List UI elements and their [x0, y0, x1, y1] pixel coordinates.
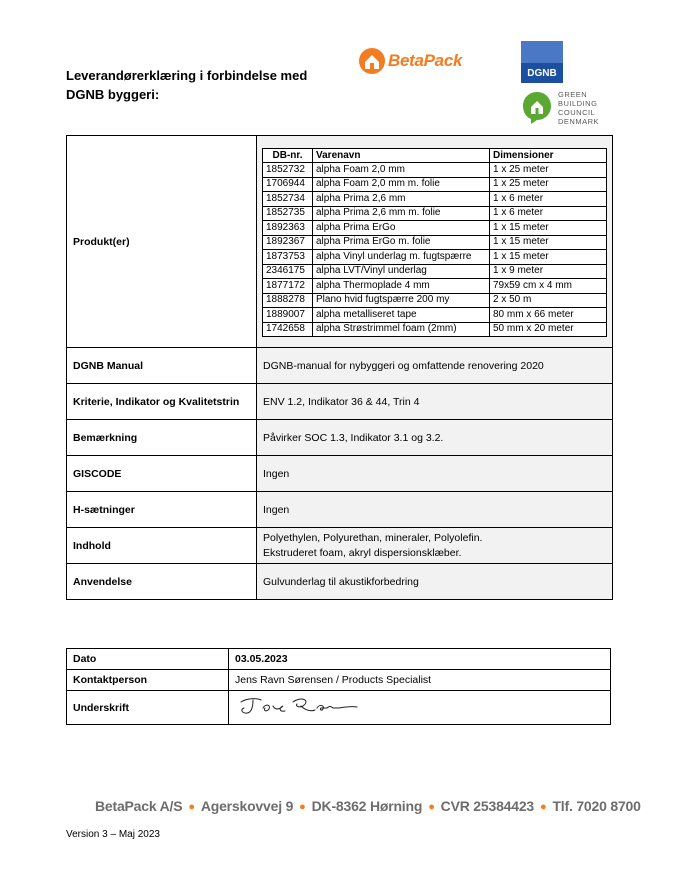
product-dimensioner: 80 mm x 66 meter	[490, 308, 607, 323]
product-dimensioner: 1 x 6 meter	[490, 192, 607, 207]
product-table-row	[263, 221, 607, 236]
product-table-header	[263, 149, 607, 163]
document-title	[66, 66, 307, 104]
product-varenavn: alpha LVT/Vinyl underlag	[313, 264, 490, 279]
product-varenavn: Plano hvid fugtspærre 200 my	[313, 293, 490, 308]
field-row-dgnb-manual	[67, 348, 613, 384]
contact-label: Kontaktperson	[67, 670, 229, 691]
product-table-row	[263, 177, 607, 192]
product-db-nr: 1742658	[263, 322, 313, 337]
gbc-line-2: BUILDING	[558, 99, 598, 108]
gbc-line-1: GREEN	[558, 90, 588, 99]
product-varenavn: alpha metalliseret tape	[313, 308, 490, 323]
declaration-table	[66, 135, 613, 600]
field-row-h-saetninger	[67, 492, 613, 528]
product-dimensioner: 2 x 50 m	[490, 293, 607, 308]
product-table-row	[263, 264, 607, 279]
anvendelse-label: Anvendelse	[67, 564, 257, 600]
product-table-row	[263, 250, 607, 265]
product-dimensioner: 1 x 25 meter	[490, 177, 607, 192]
product-db-nr: 1892363	[263, 221, 313, 236]
gbc-denmark-logo	[522, 90, 599, 126]
date-value: 03.05.2023	[229, 649, 611, 670]
product-db-nr: 1852735	[263, 206, 313, 221]
dgnb-manual-label: DGNB Manual	[67, 348, 257, 384]
product-dimensioner: 50 mm x 20 meter	[490, 322, 607, 337]
product-table-row	[263, 308, 607, 323]
dgnb-manual-value: DGNB-manual for nybyggeri og omfattende renovering 2020	[257, 348, 613, 384]
field-row-kriterie	[67, 384, 613, 420]
h-saetninger-label: H-sætninger	[67, 492, 257, 528]
product-varenavn: alpha Foam 2,0 mm	[313, 163, 490, 178]
product-dimensioner: 1 x 15 meter	[490, 221, 607, 236]
product-dimensioner: 1 x 15 meter	[490, 235, 607, 250]
product-table-row	[263, 192, 607, 207]
anvendelse-value: Gulvunderlag til akustikforbedring	[257, 564, 613, 600]
col-db-nr: DB-nr.	[263, 149, 313, 163]
product-table-row	[263, 206, 607, 221]
footer-city: DK-8362 Hørning	[311, 798, 423, 814]
product-varenavn: alpha Prima ErGo	[313, 221, 490, 236]
gbc-line-4: DENMARK	[558, 117, 600, 126]
bemaerkning-value: Påvirker SOC 1.3, Indikator 3.1 og 3.2.	[257, 420, 613, 456]
bullet-icon: ●	[188, 801, 195, 813]
field-row-indhold	[67, 528, 613, 564]
product-db-nr: 1852734	[263, 192, 313, 207]
product-db-nr: 1892367	[263, 235, 313, 250]
product-table-row	[263, 293, 607, 308]
product-dimensioner: 79x59 cm x 4 mm	[490, 279, 607, 294]
product-label: Produkt(er)	[67, 136, 257, 348]
product-table-row	[263, 163, 607, 178]
title-line-1: Leverandørerklæring i forbindelse med	[66, 68, 308, 83]
giscode-value: Ingen	[257, 456, 613, 492]
product-table-row	[263, 322, 607, 337]
field-row-bemaerkning	[67, 420, 613, 456]
signature-row	[67, 691, 611, 725]
betapack-house-icon	[358, 46, 386, 76]
gbc-house-icon	[522, 91, 552, 125]
bullet-icon: ●	[299, 801, 306, 813]
product-table-row	[263, 279, 607, 294]
product-dimensioner: 1 x 9 meter	[490, 264, 607, 279]
product-varenavn: alpha Thermoplade 4 mm	[313, 279, 490, 294]
product-db-nr: 1877172	[263, 279, 313, 294]
product-db-nr: 1888278	[263, 293, 313, 308]
betapack-wordmark: BetaPack	[388, 51, 463, 70]
product-dimensioner: 1 x 6 meter	[490, 206, 607, 221]
handwritten-signature-icon	[235, 694, 365, 718]
field-row-giscode	[67, 456, 613, 492]
date-row	[67, 649, 611, 670]
footer-address	[95, 798, 641, 814]
product-varenavn: alpha Strøstrimmel foam (2mm)	[313, 322, 490, 337]
footer-phone: Tlf. 7020 8700	[552, 798, 641, 814]
dgnb-logo	[521, 41, 563, 83]
dgnb-label: DGNB	[527, 68, 557, 79]
h-saetninger-value: Ingen	[257, 492, 613, 528]
product-row	[67, 136, 613, 348]
kriterie-label: Kriterie, Indikator og Kvalitetstrin	[67, 384, 257, 420]
signature-label: Underskrift	[67, 691, 229, 725]
gbc-line-3: COUNCIL	[558, 108, 596, 117]
bullet-icon: ●	[428, 801, 435, 813]
bemaerkning-label: Bemærkning	[67, 420, 257, 456]
bullet-icon: ●	[540, 801, 547, 813]
betapack-logo	[358, 44, 462, 78]
col-dimensioner: Dimensioner	[490, 149, 607, 163]
field-row-anvendelse	[67, 564, 613, 600]
indhold-line-1: Polyethylen, Polyurethan, mineraler, Polyolefin.	[263, 531, 483, 544]
product-table	[262, 148, 607, 337]
title-line-2: DGNB byggeri:	[66, 87, 160, 102]
version-label: Version 3 – Maj 2023	[66, 829, 160, 840]
contact-row	[67, 670, 611, 691]
contact-value: Jens Ravn Sørensen / Products Specialist	[229, 670, 611, 691]
product-db-nr: 1889007	[263, 308, 313, 323]
product-db-nr: 1706944	[263, 177, 313, 192]
indhold-value	[257, 528, 613, 564]
col-varenavn: Varenavn	[313, 149, 490, 163]
footer-cvr: CVR 25384423	[440, 798, 534, 814]
product-varenavn: alpha Foam 2,0 mm m. folie	[313, 177, 490, 192]
kriterie-value: ENV 1.2, Indikator 36 & 44, Trin 4	[257, 384, 613, 420]
product-db-nr: 2346175	[263, 264, 313, 279]
product-db-nr: 1852732	[263, 163, 313, 178]
product-varenavn: alpha Prima 2,6 mm	[313, 192, 490, 207]
date-label: Dato	[67, 649, 229, 670]
footer-company: BetaPack A/S	[95, 798, 183, 814]
product-varenavn: alpha Prima 2,6 mm m. folie	[313, 206, 490, 221]
signature-value	[229, 691, 611, 725]
product-varenavn: alpha Prima ErGo m. folie	[313, 235, 490, 250]
signature-table	[66, 648, 611, 725]
product-table-row	[263, 235, 607, 250]
product-varenavn: alpha Vinyl underlag m. fugtspærre	[313, 250, 490, 265]
product-dimensioner: 1 x 25 meter	[490, 163, 607, 178]
product-value	[257, 136, 613, 348]
footer-address-street: Agerskovvej 9	[200, 798, 294, 814]
indhold-label: Indhold	[67, 528, 257, 564]
product-db-nr: 1873753	[263, 250, 313, 265]
indhold-line-2: Ekstruderet foam, akryl dispersionsklæber.	[263, 546, 462, 559]
giscode-label: GISCODE	[67, 456, 257, 492]
product-dimensioner: 1 x 15 meter	[490, 250, 607, 265]
